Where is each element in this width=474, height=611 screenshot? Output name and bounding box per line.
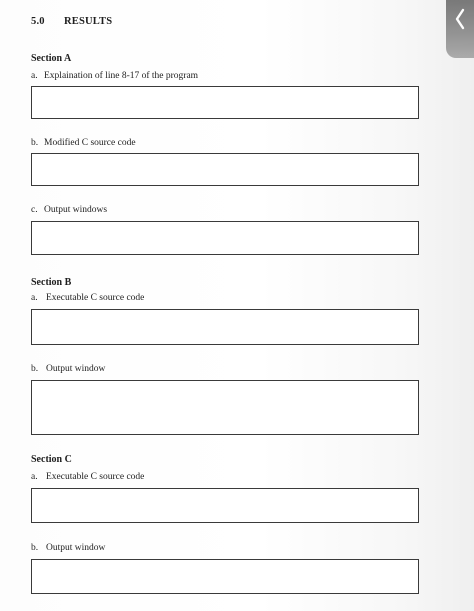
section-a-item-c-label: Output windows xyxy=(44,205,108,215)
section-a-item-b-label: Modified C source code xyxy=(44,138,136,148)
section-b-item-b-label: Output window xyxy=(46,364,106,374)
section-b-source-code-box xyxy=(31,309,419,345)
section-b-item-a-label: Executable C source code xyxy=(46,293,145,303)
section-a-item-a-marker: a. xyxy=(31,71,38,81)
section-c-item-b-marker: b. xyxy=(31,543,39,553)
section-c-item-a-label: Executable C source code xyxy=(46,472,145,482)
heading-number: 5.0 xyxy=(31,16,45,27)
section-a-explanation-box xyxy=(31,86,419,119)
page-title: RESULTS xyxy=(64,16,113,27)
section-c-item-a-marker: a. xyxy=(31,472,38,482)
section-c-item-b-label: Output window xyxy=(46,543,106,553)
section-a-output-box xyxy=(31,221,419,255)
section-c-source-code-box xyxy=(31,488,419,523)
section-a-title: Section A xyxy=(31,53,72,64)
section-b-item-a-marker: a. xyxy=(31,293,38,303)
back-tab-button[interactable] xyxy=(446,0,474,58)
section-a-item-b-marker: b. xyxy=(31,138,39,148)
section-c-title: Section C xyxy=(31,454,72,465)
section-a-item-a-label: Explaination of line 8-17 of the program xyxy=(44,71,199,81)
section-b-item-b-marker: b. xyxy=(31,364,39,374)
section-c-output-box xyxy=(31,559,419,594)
section-a-source-code-box xyxy=(31,153,419,186)
section-b-output-box xyxy=(31,380,419,435)
section-a-item-c-marker: c. xyxy=(31,205,38,215)
chevron-left-icon xyxy=(454,8,466,30)
section-b-title: Section B xyxy=(31,277,72,288)
